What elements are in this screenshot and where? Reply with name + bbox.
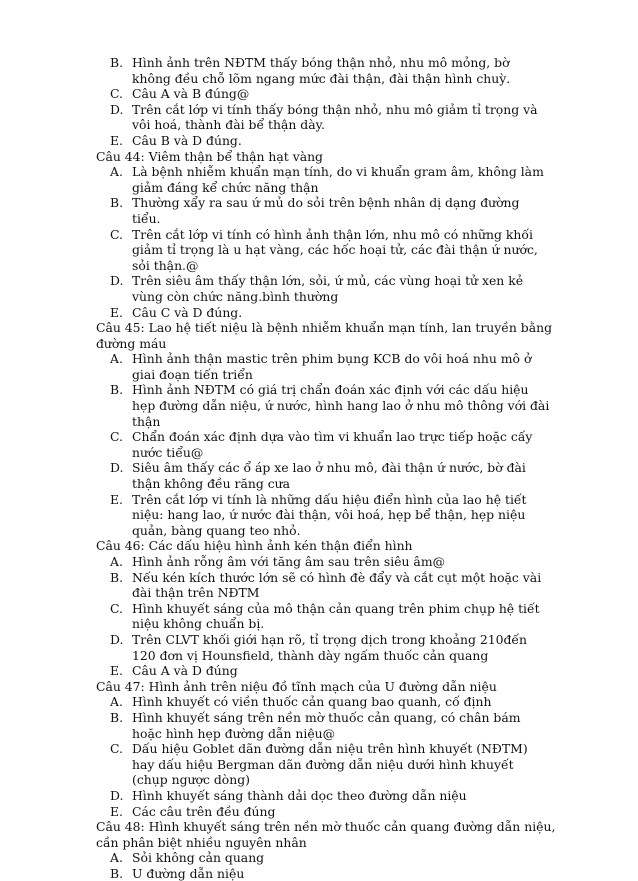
- option-text: Trên siêu âm thấy thận lớn, sỏi, ứ mủ, các vùng hoại tử xen kẻ vùng còn chức năng.bình thường: [132, 273, 524, 304]
- question-heading: Câu 48: Hình khuyết sáng trên nền mờ thuốc cản quang đường dẫn niệu, cần phân biệt nhiều nguyên nhân: [96, 819, 556, 850]
- question-heading: Câu 47: Hình ảnh trên niệu đồ tĩnh mạch của U đường dẫn niệu: [96, 678, 497, 694]
- option-text: Thường xẩy ra sau ứ mủ do sỏi trên bệnh nhân dị dạng đường tiểu.: [132, 195, 520, 226]
- answer-option: [110, 632, 550, 663]
- option-letter: B.: [110, 865, 124, 881]
- option-letter: A.: [110, 351, 123, 367]
- answer-option: [110, 164, 550, 195]
- answer-option: [110, 663, 550, 679]
- answer-option: [110, 429, 550, 460]
- option-text: Hình khuyết sáng trên nền mờ thuốc cản quang, có chân bám hoặc hình hẹp đường dẫn niệu@: [132, 709, 521, 741]
- option-letter: D.: [110, 460, 124, 476]
- answer-option: [110, 492, 550, 539]
- answer-option: [110, 460, 550, 491]
- question-heading: Câu 46: Các dấu hiệu hình ảnh kén thận điển hình: [96, 538, 413, 554]
- option-text: Chẩn đoán xác định dựa vào tìm vi khuẩn lao trực tiếp hoặc cấy nước tiểu@: [132, 429, 533, 460]
- option-text: Siêu âm thấy các ổ áp xe lao ở nhu mô, đài thận ứ nước, bờ đài thận không đều răng cưa: [132, 460, 526, 492]
- option-letter: C.: [110, 226, 123, 242]
- answer-option: [110, 788, 550, 804]
- answer-option: [110, 866, 550, 881]
- option-letter: D.: [110, 787, 124, 803]
- question-heading: Câu 44: Viêm thận bể thận hạt vàng: [96, 148, 323, 164]
- option-letter: C.: [110, 600, 123, 616]
- answer-option: [110, 382, 550, 429]
- option-letter: C.: [110, 741, 123, 757]
- answer-option: [110, 273, 550, 304]
- answer-option: [110, 694, 550, 710]
- option-text: Trên cắt lớp vi tính thấy bóng thận nhỏ, nhu mô giảm tỉ trọng và vôi hoá, thành đài bể thận dày.: [132, 101, 538, 133]
- option-letter: A.: [110, 850, 123, 866]
- option-letter: B.: [110, 55, 124, 70]
- answer-option: [110, 351, 550, 382]
- option-letter: C.: [110, 86, 123, 102]
- answer-option: [110, 86, 550, 102]
- option-text: Các câu trên đều đúng: [132, 803, 276, 819]
- option-text: Hình ảnh thận mastic trên phim bụng KCB do vôi hoá nhu mô ở giai đoạn tiến triển: [132, 351, 532, 382]
- option-text: Hình khuyết sáng thành dải dọc theo đường dẫn niệu: [132, 787, 467, 803]
- option-letter: E.: [110, 304, 123, 320]
- answer-option: [110, 227, 550, 274]
- answer-option: [110, 102, 550, 133]
- answer-option: [110, 55, 550, 86]
- answer-option: [110, 601, 550, 632]
- option-letter: E.: [110, 663, 123, 679]
- answer-option: [110, 804, 550, 820]
- option-text: Hình khuyết sáng của mô thận cản quang trên phim chụp hệ tiết niệu không chuẩn bị.: [132, 600, 540, 632]
- option-letter: D.: [110, 273, 124, 289]
- document-page: [0, 55, 638, 881]
- question-heading: Câu 45: Lao hệ tiết niệu là bệnh nhiễm khuẩn mạn tính, lan truyền bằng đường máu: [96, 320, 553, 351]
- option-letter: A.: [110, 694, 123, 710]
- option-text: Câu A và D đúng: [132, 663, 238, 679]
- option-text: Trên CLVT khối giới hạn rõ, tỉ trọng dịch trong khoảng 210đến 120 đơn vị Hounsfield, thành dày ngấm thuốc cản quang: [132, 631, 528, 663]
- answer-option: [110, 554, 550, 570]
- option-text: Dấu hiệu Goblet dãn đường dẫn niệu trên hình khuyết (NĐTM) hay dấu hiệu Bergman dãn đường dẫn niệu dưới hình khuyết (chụp ngược dòng): [132, 741, 528, 788]
- answer-option: [110, 195, 550, 226]
- option-text: Hình ảnh trên NĐTM thấy bóng thận nhỏ, nhu mô mỏng, bờ không đều chỗ lõm ngang mức đài thận, đài thận hình chuỳ.: [132, 55, 511, 86]
- option-text: Nếu kén kích thước lớn sẽ có hình đè đẩy và cắt cụt một hoặc vài đài thận trên NĐTM: [132, 569, 542, 601]
- option-letter: E.: [110, 132, 123, 148]
- option-text: Câu B và D đúng.: [132, 132, 242, 148]
- answer-option: [110, 305, 550, 321]
- option-letter: E.: [110, 491, 123, 507]
- option-text: Trên cắt lớp vi tính là những dấu hiệu điển hình của lao hệ tiết niệu: hang lao, ứ nước đài thận, vôi hoá, hẹp bể thận, hẹp niệu quản, bàng quang teo nhỏ.: [132, 491, 527, 538]
- option-letter: B.: [110, 195, 124, 211]
- option-letter: B.: [110, 569, 124, 585]
- answer-option: [110, 850, 550, 866]
- option-text: Là bệnh nhiễm khuẩn mạn tính, do vi khuẩn gram âm, không làm giảm đáng kể chức năng thận: [132, 164, 544, 195]
- option-text: Hình ảnh NĐTM có giá trị chẩn đoán xác định với các dấu hiệu hẹp đường dẫn niệu, ứ nước, hình hang lao ở nhu mô thông với đài thận: [132, 382, 550, 429]
- answer-option: [110, 741, 550, 788]
- option-letter: D.: [110, 631, 124, 647]
- option-letter: A.: [110, 554, 123, 569]
- answer-option: [110, 710, 550, 741]
- option-letter: D.: [110, 101, 124, 117]
- option-text: Câu A và B đúng@: [132, 86, 250, 102]
- option-letter: C.: [110, 429, 123, 445]
- option-letter: B.: [110, 382, 124, 398]
- option-text: Trên cắt lớp vi tính có hình ảnh thận lớn, nhu mô có những khối giảm tỉ trọng là u hạt vàng, các hốc hoại tử, các đài thận ứ nước, sỏi thận.@: [132, 226, 538, 273]
- option-text: Sỏi không cản quang: [132, 850, 265, 866]
- option-text: Hình ảnh rỗng âm với tăng âm sau trên siêu âm@: [132, 554, 445, 569]
- option-letter: A.: [110, 164, 123, 180]
- option-text: U đường dẫn niệu: [132, 865, 245, 881]
- option-text: Câu C và D đúng.: [132, 304, 243, 320]
- option-letter: B.: [110, 709, 124, 725]
- answer-option: [110, 133, 550, 149]
- option-letter: E.: [110, 803, 123, 819]
- option-text: Hình khuyết có viền thuốc cản quang bao quanh, cố định: [132, 694, 492, 710]
- answer-option: [110, 570, 550, 601]
